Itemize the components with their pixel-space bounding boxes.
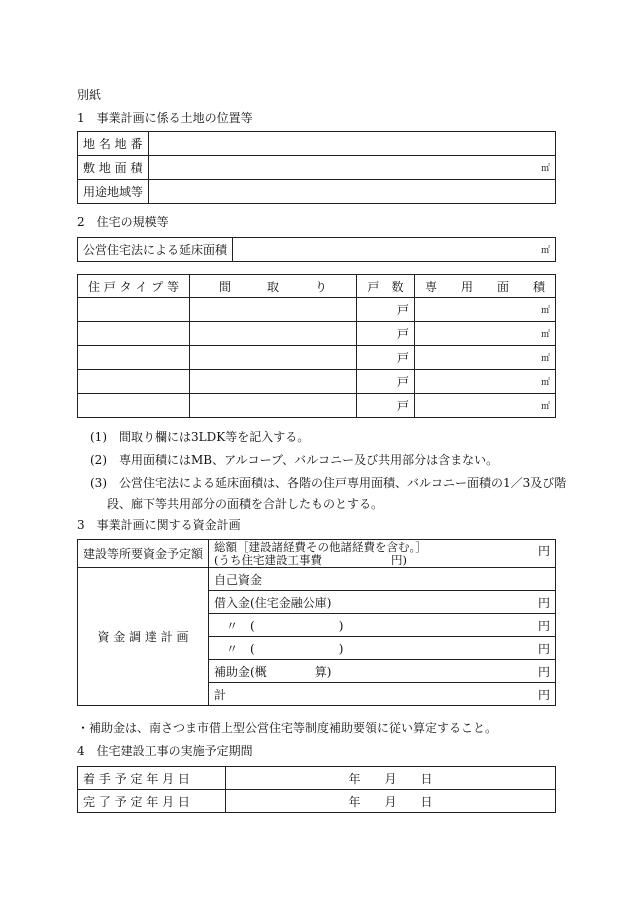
funding-subsidy-label: 補助金(概 算) — [209, 660, 530, 683]
site-area-value[interactable]: ㎡ — [149, 156, 556, 180]
note-3-continued: 段、廊下等共用部分の面積を合計したものとする。 — [107, 497, 384, 511]
table-header-row — [78, 275, 556, 298]
table-row — [78, 540, 556, 568]
floor-area-table — [77, 237, 556, 262]
layout-cell[interactable] — [190, 322, 357, 346]
section4-title: 4 住宅建設工事の実施予定期間 — [77, 744, 253, 758]
funding-self-label: 自己資金 — [209, 568, 530, 591]
zoning-value[interactable] — [149, 180, 556, 204]
header-unit-area: 専 用 面 積 — [415, 275, 556, 298]
table-row — [78, 767, 556, 790]
header-layout: 間 取 り — [190, 275, 357, 298]
table-row — [78, 370, 556, 394]
site-area-label: 敷 地 面 積 — [78, 156, 149, 180]
start-date-value[interactable]: 年 月 日 — [226, 767, 556, 790]
unit-area-cell[interactable]: ㎡ — [415, 370, 556, 394]
end-date-value[interactable]: 年 月 日 — [226, 790, 556, 813]
cost-label: 建設等所要資金予定額 — [78, 540, 209, 568]
unit-type-cell[interactable] — [78, 394, 190, 418]
funding-total-unit[interactable]: 円 — [530, 683, 556, 706]
unit-type-cell[interactable] — [78, 322, 190, 346]
unit-count-cell[interactable]: 戸 — [357, 298, 415, 322]
cost-yen: 円 — [530, 540, 556, 568]
funding-other1-unit[interactable]: 円 — [530, 614, 556, 637]
cost-total-line: 総額［建設諸経費その他諸経費を含む。］ — [214, 539, 427, 554]
unit-area-cell[interactable]: ㎡ — [415, 322, 556, 346]
funding-total-label: 計 — [209, 683, 530, 706]
table-row — [78, 132, 556, 156]
funding-loan-label: 借入金(住宅金融公庫) — [209, 591, 530, 614]
unit-count-cell[interactable]: 戸 — [357, 394, 415, 418]
funding-other1-label: 〃 ( ) — [209, 614, 530, 637]
table-row — [78, 394, 556, 418]
note-2: (2) 専用面積にはMB、アルコーブ、バルコニー及び共用部分は含まない。 — [90, 453, 499, 467]
end-date-label: 完 了 予 定 年 月 日 — [78, 790, 226, 813]
floor-area-value[interactable]: ㎡ — [233, 238, 556, 262]
unit-type-cell[interactable] — [78, 370, 190, 394]
header-unit-type: 住 戸 タ イ プ 等 — [78, 275, 190, 298]
table-row — [78, 298, 556, 322]
funding-subsidy-unit[interactable]: 円 — [530, 660, 556, 683]
start-date-label: 着 手 予 定 年 月 日 — [78, 767, 226, 790]
header-unit-count: 戸 数 — [357, 275, 415, 298]
unit-count-cell[interactable]: 戸 — [357, 346, 415, 370]
land-location-value[interactable] — [149, 132, 556, 156]
unit-type-cell[interactable] — [78, 298, 190, 322]
schedule-table — [77, 766, 556, 813]
section1-title: 1 事業計画に係る土地の位置等 — [77, 111, 253, 125]
unit-type-cell[interactable] — [78, 346, 190, 370]
cost-construction-line: (うち住宅建設工事費 円) — [214, 552, 407, 567]
layout-cell[interactable] — [190, 298, 357, 322]
layout-cell[interactable] — [190, 370, 357, 394]
funding-table — [77, 539, 556, 706]
table-row — [78, 568, 556, 591]
table-row — [78, 346, 556, 370]
subsidy-note: ・補助金は、南さつま市借上型公営住宅等制度補助要領に従い算定すること。 — [77, 721, 498, 735]
unit-area-cell[interactable]: ㎡ — [415, 298, 556, 322]
unit-count-cell[interactable]: 戸 — [357, 370, 415, 394]
attachment-label: 別紙 — [77, 88, 102, 102]
note-3: (3) 公営住宅法による延床面積は、各階の住戸専用面積、バルコニー面積の1／3及び階 — [90, 476, 567, 490]
zoning-label: 用途地域等 — [78, 180, 149, 204]
land-table — [77, 131, 556, 204]
land-location-label: 地 名 地 番 — [78, 132, 149, 156]
section2-title: 2 住宅の規模等 — [77, 215, 169, 229]
note-1: (1) 間取り欄には3LDK等を記入する。 — [90, 430, 310, 444]
unit-count-cell[interactable]: 戸 — [357, 322, 415, 346]
layout-cell[interactable] — [190, 394, 357, 418]
layout-cell[interactable] — [190, 346, 357, 370]
cost-detail[interactable] — [209, 540, 530, 568]
table-row — [78, 180, 556, 204]
table-row — [78, 790, 556, 813]
unit-area-cell[interactable]: ㎡ — [415, 394, 556, 418]
table-row — [78, 156, 556, 180]
floor-area-label: 公営住宅法による延床面積 — [78, 238, 233, 262]
unit-area-cell[interactable]: ㎡ — [415, 346, 556, 370]
funding-self-unit[interactable] — [530, 568, 556, 591]
funding-other2-label: 〃 ( ) — [209, 637, 530, 660]
table-row — [78, 322, 556, 346]
table-row — [78, 238, 556, 262]
funding-loan-unit[interactable]: 円 — [530, 591, 556, 614]
funding-label: 資 金 調 達 計 画 — [78, 568, 209, 706]
unit-type-table — [77, 274, 556, 418]
funding-other2-unit[interactable]: 円 — [530, 637, 556, 660]
section3-title: 3 事業計画に関する資金計画 — [77, 518, 241, 532]
